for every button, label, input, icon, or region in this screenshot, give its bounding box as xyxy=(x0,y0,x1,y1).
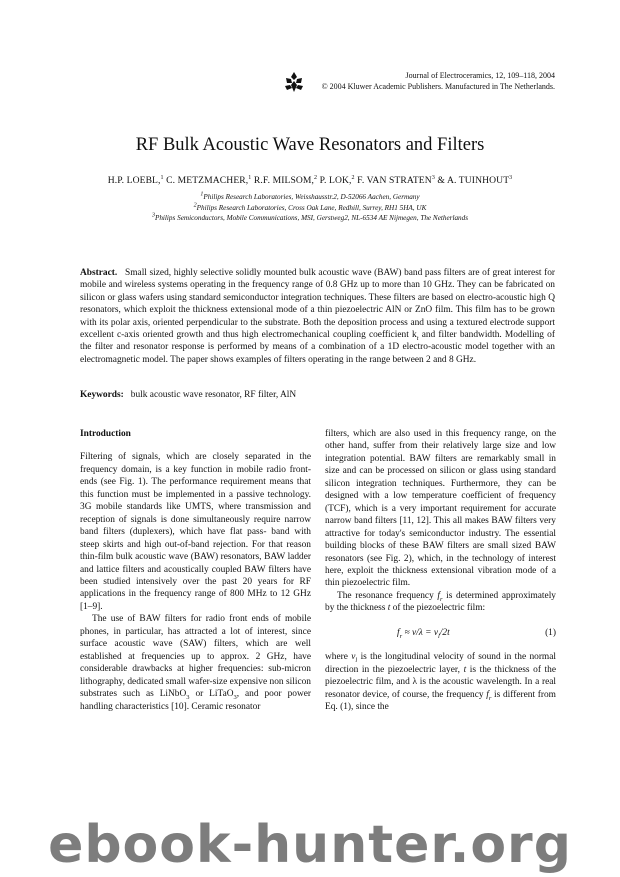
journal-line-1: Journal of Electroceramics, 12, 109–118, 2004 xyxy=(405,71,555,80)
affiliation-3: $^3$Philips Semiconductors, Mobile Communications, MSI, Gerstweg2, NL-6534 AE Nijmegen, The Netherlands xyxy=(151,212,469,222)
affiliation-2: $^2$Philips Research Laboratories, Cross Oak Lane, Redhill, Surrey, RH1 5HA, UK xyxy=(193,202,427,212)
section-heading-introduction: Introduction xyxy=(80,429,131,439)
paper-title: RF Bulk Acoustic Wave Resonators and Filters xyxy=(135,135,485,155)
equation-number: (1) xyxy=(545,627,556,638)
publisher-logo xyxy=(283,70,305,94)
author-list: H.P. LOEBL,$^1$ C. METZMACHER,$^1$ R.F. MILSOM,$^2$ P. LOK,$^2$ F. VAN STRATEN$^3$ & A. TUINHOUT$^3$ xyxy=(107,174,513,186)
abstract: Abstract. Small sized, highly selective solidly mounted bulk acoustic wave (BAW) band pass filters are of great interest for mobile and wireless systems operating in the frequency range of 0.8 GHz up to more than 10 GHz. They can be fabricated on silicon or glass wafers using standard semiconductor integration techniques. These filters are based on electro-acoustic high Q resonators, which exploit the thickness extensional mode of a thin piezoelectric AlN or ZnO film. This film has to be grown with its polar axis, oriented perpendicular to the substrate. Both the deposition process and using a textured electrode support excellent c-axis oriented growth and thus high electromechanical coupling coefficient $k_t$ and filter bandwidth. Modelling of the filter and resonator response is performed by means of a combination of a 1D electro-acoustic model together with an electromagnetic model. The paper shows examples of filters operating in the range between 2 and 8 GHz. xyxy=(80,268,555,365)
abstract-label: Abstract. xyxy=(80,268,118,278)
column-right xyxy=(325,428,556,714)
watermark-text: ebook-hunter.org xyxy=(48,815,572,875)
paragraph: The use of BAW filters for radio front ends of mobile phones, in particular, has attracted a lot of interest, since surface acoustic wave (SAW) filters, which are well established at frequencies up to approx. 2 GHz, have considerable drawbacks at higher frequencies: sub-micron lithography, dedicated small wafer-size expensive non silicon substrates such as LiNbO$_3$ or LiTaO$_3$, and poor power handling characteristics [10]. Ceramic resonator xyxy=(80,614,312,712)
paragraph: filters, which are also used in this frequency range, on the other hand, suffer from their relatively large size and low integration potential. BAW filters are remarkably small in size and can be processed on silicon or glass using standard silicon integration techniques. Furthermore, they can be designed with a low temperature coefficient of frequency (TCF), which is a very important requirement for accurate narrow band filters [11, 12]. This all makes BAW filters very attractive for today's semiconductor industry. The essential building blocks of these BAW filters are small sized BAW resonators (see Fig. 2), which, in the technology of interest here, exploit the thickness extensional vibration mode of a thin piezoelectric film. xyxy=(325,429,556,589)
paragraph: Filtering of signals, which are closely separated in the frequency domain, is a key function in mobile radio front-ends (see Fig. 1). The performance requirement means that this function must be implemented in a passive technology. 3G mobile standards like UMTS, where transmission and reception of signals is done simultaneously require narrow band filters (duplexers), which have flat pass- band with steep skirts and high out-of-band rejection. For that reason thin-film bulk acoustic wave (BAW) resonators, BAW ladder and lattice filters and acoustically coupled BAW filters have been studied intensively over the past 20 years for RF applications in the frequency range of 800 MHz to 12 GHz [1–9]. xyxy=(80,452,311,612)
affiliation-1: $^1$Philips Research Laboratories, Weisshausstr.2, D-52066 Aachen, Germany xyxy=(200,191,420,201)
keywords-label: Keywords: xyxy=(80,390,124,400)
affiliations xyxy=(0,192,620,224)
keywords xyxy=(80,390,555,400)
paragraph: The resonance frequency $f_r$ is determined approximately by the thickness t of the piezoelectric film: xyxy=(325,590,556,614)
column-left xyxy=(80,428,311,713)
paragraph: where $v_l$ is the longitudinal velocity of sound in the normal direction in the piezoelectric layer, t is the thickness of the piezoelectric film, and λ is the acoustic wavelength. In a real resonator device, of course, the frequency $f_r$ is different from Eq. (1), since the xyxy=(325,652,556,713)
equation-1: $f_r \approx v/\lambda = v_l/2t$ (1) xyxy=(397,627,556,640)
journal-citation xyxy=(322,70,555,92)
keywords-text: bulk acoustic wave resonator, RF filter, AlN xyxy=(130,390,297,400)
journal-line-2: © 2004 Kluwer Academic Publishers. Manufactured in The Netherlands. xyxy=(321,82,555,91)
